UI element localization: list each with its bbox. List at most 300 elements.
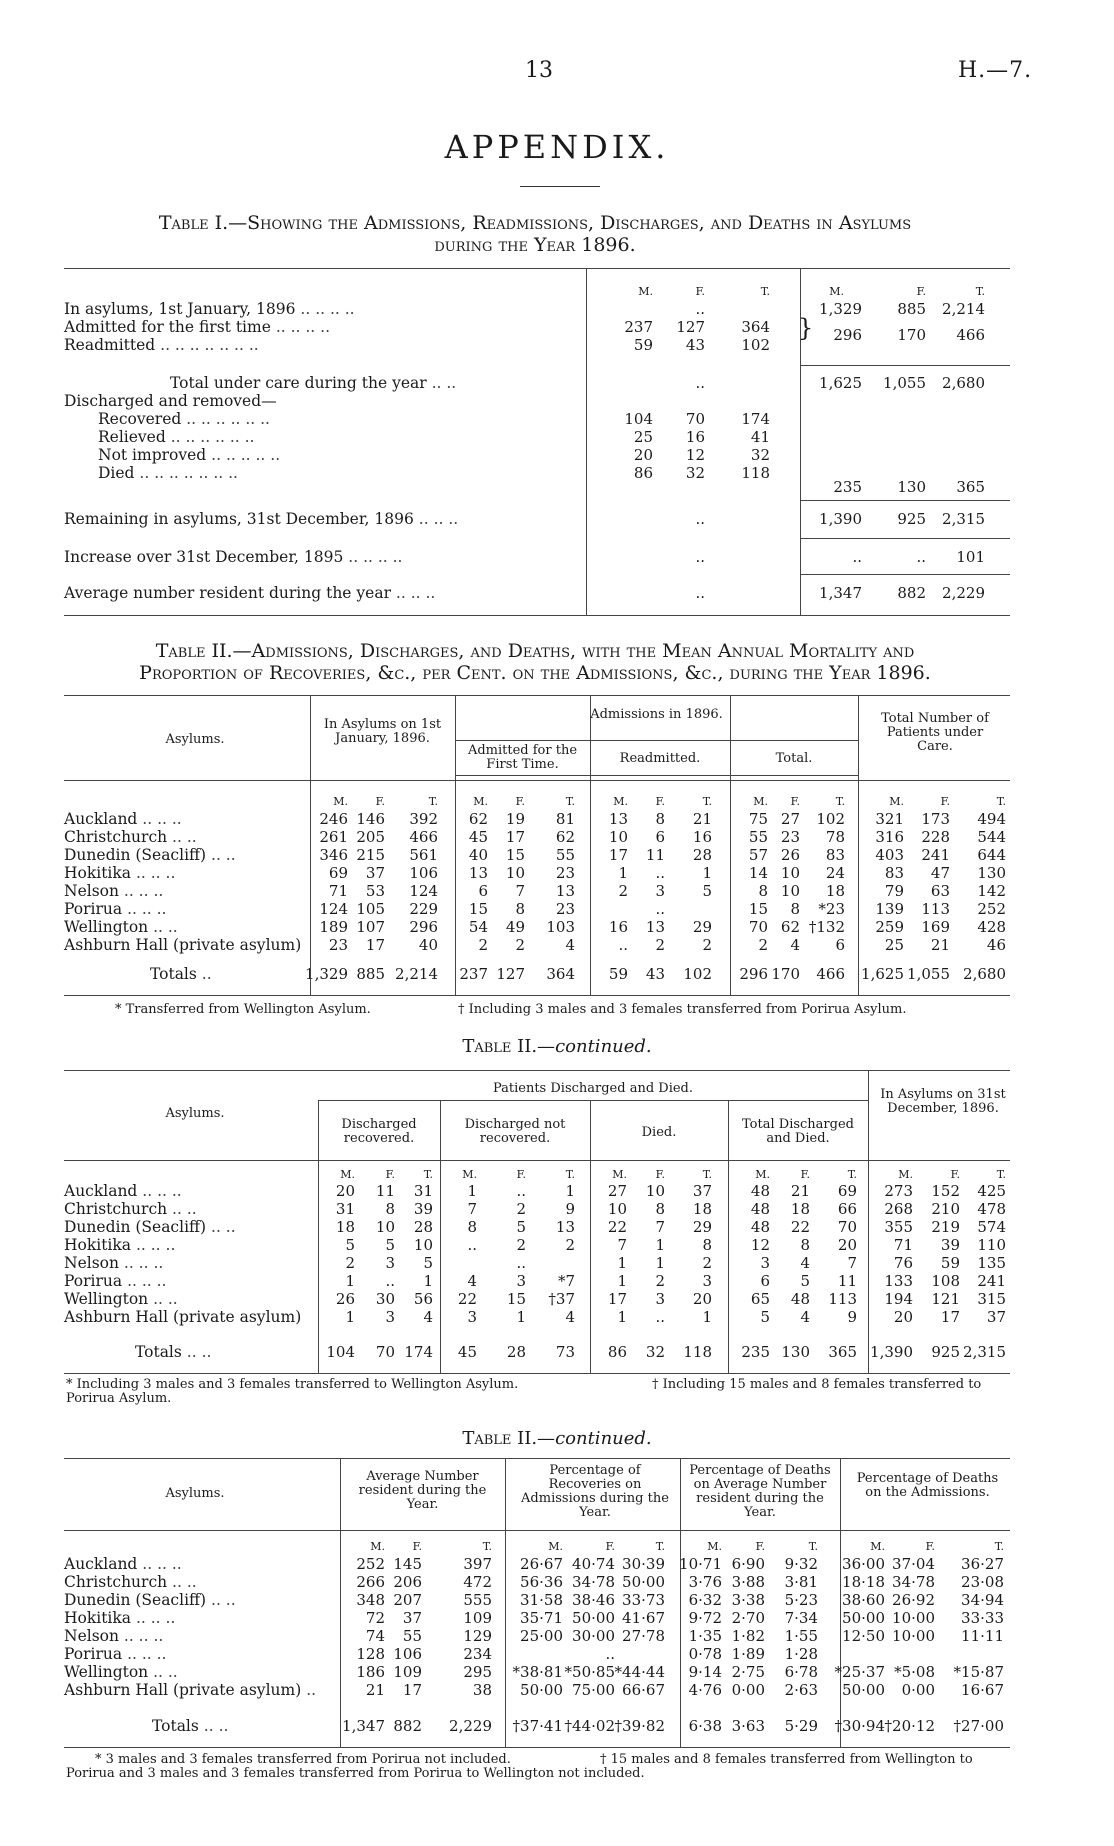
cell-value: 315 — [977, 1290, 1006, 1308]
cell-value: 18 — [790, 1200, 810, 1218]
cell-value: 8 — [467, 1218, 477, 1236]
table1-top-rule — [64, 268, 1010, 269]
table4-footnote-2: † 15 males and 8 females transferred from Wellington to — [600, 1752, 973, 1767]
cell-value: 9·14 — [688, 1663, 722, 1681]
cell-value: 17 — [402, 1681, 422, 1699]
leader-dots: .. .. — [198, 1717, 229, 1735]
cell-value: 8 — [758, 882, 768, 900]
total-value: 170 — [771, 965, 800, 983]
cell-value: 3 — [385, 1308, 395, 1326]
cell-value: 121 — [931, 1290, 960, 1308]
cell-value: 1,055 — [883, 374, 926, 392]
cell-value: 2,315 — [942, 510, 985, 528]
col-head-t: T. — [847, 1168, 857, 1181]
cell-value: 2 — [478, 936, 488, 954]
cell-value: 25 — [884, 936, 904, 954]
total-value: 1,390 — [870, 1343, 913, 1361]
cell-value: *5·08 — [894, 1663, 935, 1681]
cell-value: 45 — [468, 828, 488, 846]
cell-value: 1 — [467, 1182, 477, 1200]
cell-value: 102 — [816, 810, 845, 828]
table4-asylum-label: Dunedin (Seacliff) .. .. — [64, 1591, 236, 1609]
cell-value: 17 — [365, 936, 385, 954]
cell-value: 6·90 — [731, 1555, 765, 1573]
cell-value: 4 — [423, 1308, 433, 1326]
cell-value: *38·81 — [512, 1663, 563, 1681]
table1-caption-line2: during the Year 1896. — [434, 234, 636, 256]
cell-value: 7 — [467, 1200, 477, 1218]
cell-value: 108 — [931, 1272, 960, 1290]
cell-value: 1 — [617, 1272, 627, 1290]
leader-dots: .. .. .. — [137, 1182, 182, 1200]
cell-value: 1 — [702, 1308, 712, 1326]
cell-value: 28 — [413, 1218, 433, 1236]
table2-head-asylums: Asylums. — [165, 732, 225, 747]
cell-value: 29 — [692, 918, 712, 936]
cell-value: 10 — [413, 1236, 433, 1254]
table2-head-rule — [64, 780, 1010, 781]
leader-dots: .. .. — [206, 1218, 236, 1236]
table3-head-disch-rec: Discharged recovered. — [341, 1117, 417, 1146]
total-value: 104 — [326, 1343, 355, 1361]
cell-value: †37 — [548, 1290, 575, 1308]
cell-value: 925 — [897, 510, 926, 528]
col-head-f: F. — [925, 1540, 935, 1553]
cell-value: 20 — [837, 1236, 857, 1254]
table4-head-avg: Average Number resident during the Year. — [358, 1469, 487, 1512]
cell-value: 72 — [365, 1609, 385, 1627]
cell-value: 16 — [685, 428, 705, 446]
cell-value: 70 — [837, 1218, 857, 1236]
table2-caption-line2: Proportion of Recoveries, &c., per Cent. on the Admissions, &c., during the Year 1896. — [139, 662, 931, 684]
cell-value: 113 — [828, 1290, 857, 1308]
cell-value: 189 — [319, 918, 348, 936]
cell-value: 2 — [516, 1236, 526, 1254]
total-value: 5·29 — [784, 1717, 818, 1735]
cell-value: 6 — [655, 828, 665, 846]
table3-head-died: Died. — [641, 1125, 677, 1140]
col-head-m: M. — [755, 1168, 770, 1181]
cell-value: 1·82 — [731, 1627, 765, 1645]
cell-value: 25·00 — [520, 1627, 563, 1645]
cell-value: 10·00 — [892, 1627, 935, 1645]
total-value: †27·00 — [953, 1717, 1004, 1735]
table4-head-asylums: Asylums. — [165, 1486, 225, 1501]
cell-value: 10 — [645, 1182, 665, 1200]
col-head-t: T. — [565, 1168, 575, 1181]
col-head-f: F. — [950, 1168, 960, 1181]
cell-value: 59 — [940, 1254, 960, 1272]
total-value: 59 — [608, 965, 628, 983]
cell-value: 186 — [356, 1663, 385, 1681]
col-head-m: M. — [340, 1168, 355, 1181]
table1-rule-c — [800, 574, 1010, 575]
cell-value: 55 — [748, 828, 768, 846]
table3-divider-top — [868, 1070, 869, 1100]
cell-value: 561 — [409, 846, 438, 864]
cell-value: 34·78 — [572, 1573, 615, 1591]
page-title: APPENDIX. — [444, 128, 670, 166]
cell-value: 13 — [555, 882, 575, 900]
cell-value: 3 — [516, 1272, 526, 1290]
cell-value: 21 — [692, 810, 712, 828]
cell-value: 3·38 — [731, 1591, 765, 1609]
cell-value: 466 — [409, 828, 438, 846]
table2-caption — [60, 640, 1010, 684]
cell-value: 127 — [676, 318, 705, 336]
cell-value: 2,214 — [942, 300, 985, 318]
cell-value: 86 — [633, 464, 653, 482]
cell-value: 3 — [655, 1290, 665, 1308]
cell-value: 36·27 — [961, 1555, 1004, 1573]
leader-dots: .. .. — [167, 828, 197, 846]
cell-value: 2·75 — [731, 1663, 765, 1681]
cell-value: 4·76 — [688, 1681, 722, 1699]
cell-value: 78 — [825, 828, 845, 846]
table1-caption — [60, 212, 1010, 256]
total-value: 43 — [645, 965, 665, 983]
total-value: †37·41 — [512, 1717, 563, 1735]
table2-footnote-1: * Transferred from Wellington Asylum. — [115, 1002, 371, 1017]
table2-top-rule — [64, 695, 1010, 696]
cell-value: 8 — [655, 1200, 665, 1218]
cell-value: 48 — [750, 1182, 770, 1200]
cell-value: 4 — [565, 1308, 575, 1326]
table1-row-label: Readmitted .. .. .. .. .. .. .. — [64, 336, 259, 354]
leader-dots: .. .. — [148, 918, 178, 936]
col-head-t: T. — [482, 1540, 492, 1553]
cell-value: 397 — [463, 1555, 492, 1573]
leader-dots: .. .. — [206, 846, 236, 864]
cell-value: .. — [695, 510, 705, 528]
cell-value: 110 — [977, 1236, 1006, 1254]
cell-value: 8 — [385, 1200, 395, 1218]
table4-head-pct-rec: Percentage of Recoveries on Admissions during the Year. — [521, 1463, 669, 1520]
table2-asylum-label: Dunedin (Seacliff) .. .. — [64, 846, 236, 864]
cell-value: 321 — [875, 810, 904, 828]
total-value: †44·02 — [564, 1717, 615, 1735]
cell-value: 57 — [748, 846, 768, 864]
leader-dots: .. .. .. — [131, 1609, 176, 1627]
leader-dots: .. .. — [181, 1343, 212, 1361]
col-head-m: M. — [870, 1540, 885, 1553]
cell-value: 22 — [457, 1290, 477, 1308]
cell-value: 15 — [468, 900, 488, 918]
cell-value: 2 — [618, 882, 628, 900]
cell-value: 21 — [365, 1681, 385, 1699]
col-head-m: M. — [613, 795, 628, 808]
cell-value: 3 — [467, 1308, 477, 1326]
col-head-m: M. — [829, 285, 844, 298]
cell-value: 1 — [423, 1272, 433, 1290]
cell-value: 9·72 — [688, 1609, 722, 1627]
cell-value: 5 — [800, 1272, 810, 1290]
leader-dots: .. .. .. — [137, 1555, 182, 1573]
cell-value: 38·46 — [572, 1591, 615, 1609]
total-value: 466 — [816, 965, 845, 983]
cell-value: 43 — [685, 336, 705, 354]
cell-value: 19 — [505, 810, 525, 828]
cell-value: 28 — [692, 846, 712, 864]
cell-value: 22 — [607, 1218, 627, 1236]
cell-value: 106 — [409, 864, 438, 882]
leader-dots: .. .. .. — [118, 1254, 164, 1272]
col-head-f: F. — [940, 795, 950, 808]
cell-value: 241 — [921, 846, 950, 864]
table3-head-patients: Patients Discharged and Died. — [492, 1081, 694, 1096]
cell-value: 118 — [741, 464, 770, 482]
total-value: 102 — [683, 965, 712, 983]
cell-value: .. — [655, 1308, 665, 1326]
total-value: 2,229 — [449, 1717, 492, 1735]
cell-value: 5 — [385, 1236, 395, 1254]
total-value: 237 — [459, 965, 488, 983]
cell-value: 1,347 — [819, 584, 862, 602]
cell-value: 32 — [685, 464, 705, 482]
cell-value: 48 — [790, 1290, 810, 1308]
cell-value: 34·94 — [961, 1591, 1004, 1609]
cell-value: .. — [655, 864, 665, 882]
table2-totals-label: Totals .. — [150, 965, 212, 983]
cell-value: 494 — [977, 810, 1006, 828]
leader-dots: .. .. .. — [390, 584, 436, 602]
cell-value: 17 — [505, 828, 525, 846]
cell-value: 7·34 — [784, 1609, 818, 1627]
leader-dots: .. .. — [206, 1591, 236, 1609]
cell-value: .. — [467, 1236, 477, 1254]
cell-value: 13 — [645, 918, 665, 936]
cell-value: 39 — [940, 1236, 960, 1254]
cell-value: 1,390 — [819, 510, 862, 528]
cell-value: 365 — [956, 478, 985, 496]
table3-asylum-label: Nelson .. .. .. — [64, 1254, 164, 1272]
table3-footnote-2: † Including 15 males and 8 females transferred to — [652, 1377, 982, 1392]
table4-asylum-label: Nelson .. .. .. — [64, 1627, 164, 1645]
cell-value: 574 — [977, 1218, 1006, 1236]
cell-value: 1 — [702, 864, 712, 882]
cell-value: 13 — [555, 1218, 575, 1236]
cell-value: 70 — [748, 918, 768, 936]
table4-asylum-label: Ashburn Hall (private asylum) .. — [64, 1681, 317, 1699]
col-head-f: F. — [916, 285, 926, 298]
col-head-f: F. — [755, 1540, 765, 1553]
cell-value: .. — [516, 1254, 526, 1272]
table3-asylum-label: Ashburn Hall (private asylum) — [64, 1308, 302, 1326]
table1-row-label: Total under care during the year .. .. — [170, 374, 457, 392]
cell-value: 206 — [393, 1573, 422, 1591]
table3-asylum-label: Hokitika .. .. .. — [64, 1236, 176, 1254]
cell-value: 478 — [977, 1200, 1006, 1218]
col-head-t: T. — [975, 285, 985, 298]
table3-asylum-label: Wellington .. .. — [64, 1290, 178, 1308]
cell-value: 170 — [897, 326, 926, 344]
cell-value: .. — [516, 1182, 526, 1200]
cell-value: .. — [695, 584, 705, 602]
total-value: †39·82 — [614, 1717, 665, 1735]
leader-dots: .. .. .. — [118, 882, 164, 900]
cell-value: 130 — [897, 478, 926, 496]
cell-value: *25·37 — [834, 1663, 885, 1681]
cell-value: 11 — [645, 846, 665, 864]
cell-value: 18 — [825, 882, 845, 900]
cell-value: 103 — [546, 918, 575, 936]
col-head-f: F. — [385, 1168, 395, 1181]
total-value: 86 — [607, 1343, 627, 1361]
total-value: †30·94 — [834, 1717, 885, 1735]
cell-value: *7 — [557, 1272, 575, 1290]
leader-dots: .. .. .. .. .. — [206, 446, 281, 464]
cell-value: 268 — [884, 1200, 913, 1218]
cell-value: 129 — [463, 1627, 492, 1645]
total-value: 365 — [828, 1343, 857, 1361]
table4-footnote-3: Porirua and 3 males and 3 females transferred from Porirua to Wellington not included. — [66, 1766, 645, 1781]
cell-value: 109 — [393, 1663, 422, 1681]
cell-value: 1 — [617, 1308, 627, 1326]
total-value: 32 — [645, 1343, 665, 1361]
cell-value: 10·00 — [892, 1609, 935, 1627]
cell-value: 428 — [977, 918, 1006, 936]
document-reference: H.—7. — [958, 58, 1033, 83]
cell-value: 59 — [633, 336, 653, 354]
cell-value: 74 — [365, 1627, 385, 1645]
cell-value: 4 — [790, 936, 800, 954]
cell-value: 2 — [702, 1254, 712, 1272]
leader-dots: .. .. .. — [131, 864, 176, 882]
col-head-m: M. — [638, 285, 653, 298]
cell-value: 1,329 — [819, 300, 862, 318]
cell-value: 252 — [977, 900, 1006, 918]
table3-caption — [0, 1036, 1114, 1057]
table2-asylum-label: Porirua .. .. .. — [64, 900, 167, 918]
cell-value: 46 — [986, 936, 1006, 954]
cell-value: 56·36 — [520, 1573, 563, 1591]
cell-value: 13 — [608, 810, 628, 828]
page-number: 13 — [525, 58, 553, 83]
total-value: 28 — [506, 1343, 526, 1361]
cell-value: .. — [618, 936, 628, 954]
cell-value: 266 — [356, 1573, 385, 1591]
cell-value: 241 — [977, 1272, 1006, 1290]
cell-value: 65 — [750, 1290, 770, 1308]
leader-dots: .. .. .. .. — [295, 300, 355, 318]
cell-value: 26 — [335, 1290, 355, 1308]
total-value: 2,214 — [395, 965, 438, 983]
table2-head-first: Admitted for the First Time. — [467, 743, 578, 772]
col-head-m: M. — [898, 1168, 913, 1181]
cell-value: 205 — [356, 828, 385, 846]
cell-value: 2 — [655, 1272, 665, 1290]
cell-value: 6·78 — [784, 1663, 818, 1681]
cell-value: 8 — [655, 810, 665, 828]
cell-value: 2·63 — [784, 1681, 818, 1699]
cell-value: 6·32 — [688, 1591, 722, 1609]
cell-value: 229 — [409, 900, 438, 918]
total-value: 885 — [356, 965, 385, 983]
col-head-m: M. — [370, 1540, 385, 1553]
cell-value: 135 — [977, 1254, 1006, 1272]
leader-dots: .. .. — [426, 374, 457, 392]
cell-value: 1 — [617, 1254, 627, 1272]
cell-value: 32 — [750, 446, 770, 464]
col-head-m: M. — [548, 1540, 563, 1553]
cell-value: 56 — [413, 1290, 433, 1308]
table1-row-label: Recovered .. .. .. .. .. .. — [98, 410, 270, 428]
table4-head-rule — [64, 1530, 1010, 1531]
cell-value: 1 — [655, 1254, 665, 1272]
cell-value: 31 — [335, 1200, 355, 1218]
cell-value: 5·23 — [784, 1591, 818, 1609]
col-head-f: F. — [655, 1168, 665, 1181]
col-head-f: F. — [695, 285, 705, 298]
table4-asylum-label: Hokitika .. .. .. — [64, 1609, 176, 1627]
table4-caption-italic: continued. — [555, 1428, 652, 1449]
cell-value: 66·67 — [622, 1681, 665, 1699]
cell-value: 194 — [884, 1290, 913, 1308]
table4-bottom-rule — [64, 1747, 1010, 1748]
cell-value: 12 — [685, 446, 705, 464]
cell-value: 1 — [655, 1236, 665, 1254]
cell-value: 145 — [393, 1555, 422, 1573]
cell-value: 124 — [319, 900, 348, 918]
col-head-t: T. — [808, 1540, 818, 1553]
cell-value: .. — [695, 300, 705, 318]
table3-head-in-dec: In Asylums on 31st December, 1896. — [880, 1087, 1006, 1116]
cell-value: 66 — [837, 1200, 857, 1218]
cell-value: 41·67 — [622, 1609, 665, 1627]
cell-value: 124 — [409, 882, 438, 900]
leader-dots: .. — [196, 965, 212, 983]
cell-value: 3·76 — [688, 1573, 722, 1591]
cell-value: 62 — [468, 810, 488, 828]
col-head-m: M. — [889, 795, 904, 808]
cell-value: .. — [695, 374, 705, 392]
cell-value: 5 — [760, 1308, 770, 1326]
cell-value: 55 — [402, 1627, 422, 1645]
cell-value: 79 — [884, 882, 904, 900]
cell-value: 37 — [402, 1609, 422, 1627]
col-head-t: T. — [702, 795, 712, 808]
col-head-f: F. — [605, 1540, 615, 1553]
table3-asylum-label: Porirua .. .. .. — [64, 1272, 167, 1290]
total-value: 925 — [931, 1343, 960, 1361]
table2-asylum-label: Christchurch .. .. — [64, 828, 197, 846]
cell-value: 27·78 — [622, 1627, 665, 1645]
total-value: 1,625 — [861, 965, 904, 983]
cell-value: 3 — [760, 1254, 770, 1272]
cell-value: 50·00 — [622, 1573, 665, 1591]
cell-value: 5 — [516, 1218, 526, 1236]
cell-value: 63 — [930, 882, 950, 900]
cell-value: 139 — [875, 900, 904, 918]
col-head-f: F. — [412, 1540, 422, 1553]
total-value: 130 — [781, 1343, 810, 1361]
table3-head-disch-not: Discharged not recovered. — [464, 1117, 566, 1146]
table2-asylum-label: Wellington .. .. — [64, 918, 178, 936]
cell-value: 2·70 — [731, 1609, 765, 1627]
cell-value: 21 — [790, 1182, 810, 1200]
cell-value: 2 — [345, 1254, 355, 1272]
leader-dots: .. .. .. .. .. .. — [181, 410, 270, 428]
table1-rule-b — [800, 538, 1010, 539]
leader-dots: .. — [301, 1681, 317, 1699]
cell-value: .. — [655, 900, 665, 918]
col-head-f: F. — [516, 1168, 526, 1181]
cell-value: 146 — [356, 810, 385, 828]
total-value: 364 — [546, 965, 575, 983]
cell-value: 11·11 — [961, 1627, 1004, 1645]
cell-value: 3·81 — [784, 1573, 818, 1591]
cell-value: 23 — [555, 900, 575, 918]
